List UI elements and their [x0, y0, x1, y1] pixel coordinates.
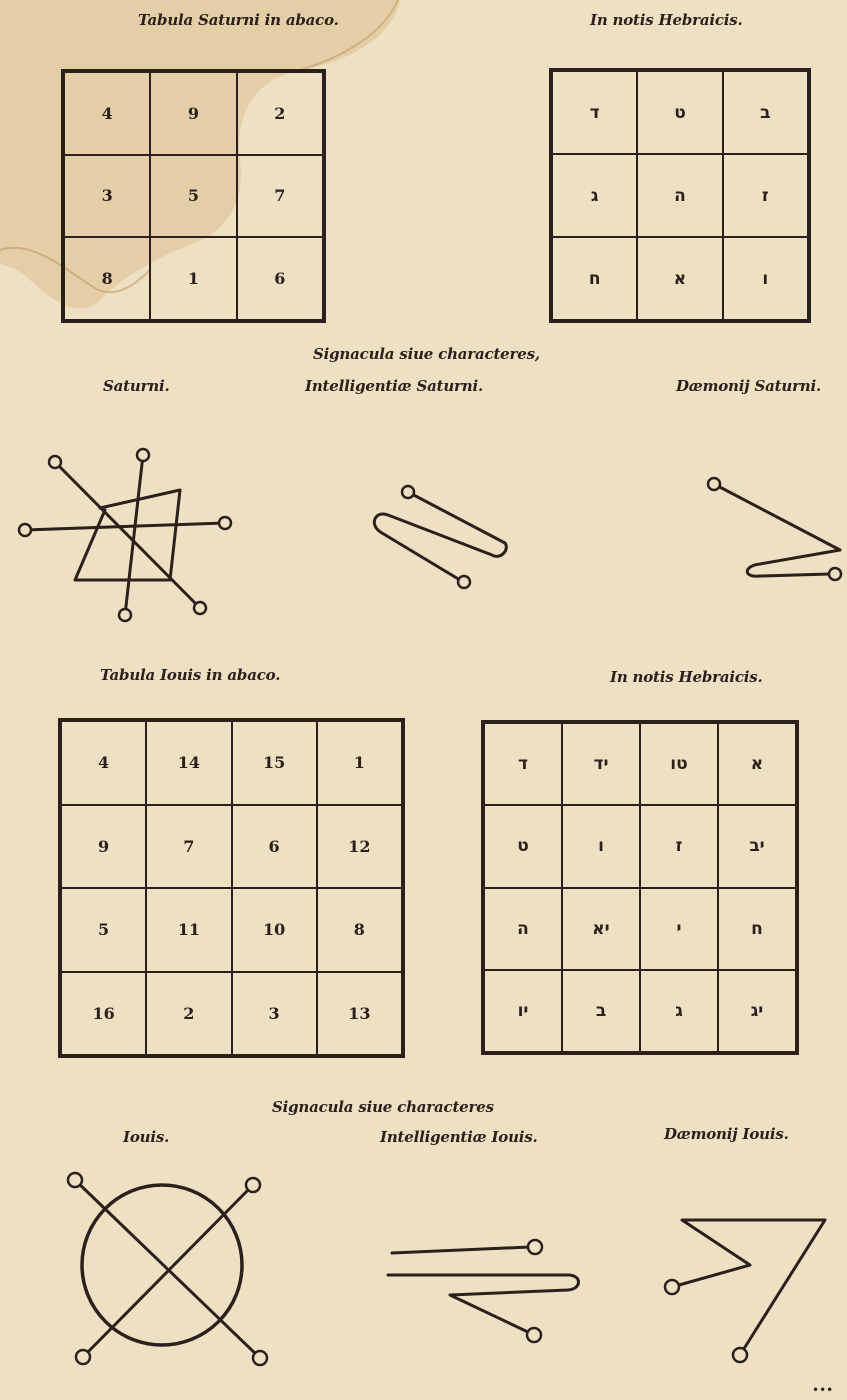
page-mark: ••• — [812, 1383, 834, 1397]
hebrew-cell: ד — [552, 71, 637, 154]
jupiter-seal-label: Iouis. — [123, 1128, 170, 1146]
square-cell: 5 — [61, 888, 146, 972]
square-cell: 2 — [146, 972, 231, 1056]
square-cell: 13 — [317, 972, 402, 1056]
hebrew-cell: יב — [718, 805, 796, 887]
hebrew-cell: ו — [562, 805, 640, 887]
hebrew-cell: יו — [484, 970, 562, 1052]
hebrew-cell: ח — [552, 237, 637, 320]
jupiter-hebrew-title: In notis Hebraicis. — [610, 668, 763, 686]
jupiter-daemon-label: Dæmonij Iouis. — [664, 1125, 789, 1143]
hebrew-cell: ט — [484, 805, 562, 887]
daemon-of-saturn-sigil-icon — [700, 470, 847, 590]
square-cell: 4 — [61, 721, 146, 805]
square-cell: 9 — [61, 805, 146, 889]
jupiter-magic-square — [58, 718, 405, 1058]
square-cell: 1 — [150, 237, 236, 320]
hebrew-cell: ט — [637, 71, 722, 154]
square-cell: 8 — [64, 237, 150, 320]
intelligence-of-jupiter-sigil-icon — [380, 1235, 595, 1350]
square-cell: 2 — [237, 72, 323, 155]
square-cell: 4 — [64, 72, 150, 155]
intelligence-of-saturn-sigil-icon — [360, 475, 520, 595]
hebrew-cell: ה — [637, 154, 722, 237]
saturn-table-title: Tabula Saturni in abaco. — [138, 11, 339, 29]
square-cell: 12 — [317, 805, 402, 889]
square-cell: 7 — [237, 155, 323, 238]
daemon-of-jupiter-sigil-icon — [660, 1210, 840, 1370]
hebrew-cell: יג — [718, 970, 796, 1052]
square-cell: 3 — [232, 972, 317, 1056]
hebrew-cell: ג — [640, 970, 718, 1052]
hebrew-cell: ז — [723, 154, 808, 237]
hebrew-cell: טו — [640, 723, 718, 805]
hebrew-cell: ג — [552, 154, 637, 237]
square-cell: 5 — [150, 155, 236, 238]
square-cell: 10 — [232, 888, 317, 972]
hebrew-cell: יא — [562, 888, 640, 970]
square-cell: 3 — [64, 155, 150, 238]
jupiter-table-title: Tabula Iouis in abaco. — [100, 666, 281, 684]
square-cell: 1 — [317, 721, 402, 805]
square-cell: 15 — [232, 721, 317, 805]
seal-of-jupiter-icon — [55, 1160, 285, 1390]
saturn-seal-label: Saturni. — [103, 377, 170, 395]
hebrew-cell: י — [640, 888, 718, 970]
square-cell: 7 — [146, 805, 231, 889]
square-cell: 9 — [150, 72, 236, 155]
hebrew-cell: ה — [484, 888, 562, 970]
hebrew-cell: א — [718, 723, 796, 805]
saturn-daemon-label: Dæmonij Saturni. — [676, 377, 822, 395]
jupiter-intelligence-label: Intelligentiæ Iouis. — [380, 1128, 538, 1146]
square-cell: 6 — [232, 805, 317, 889]
square-cell: 11 — [146, 888, 231, 972]
jupiter-hebrew-square — [481, 720, 799, 1055]
square-cell: 14 — [146, 721, 231, 805]
hebrew-cell: ב — [723, 71, 808, 154]
hebrew-cell: ח — [718, 888, 796, 970]
saturn-magic-square — [61, 69, 326, 323]
jupiter-signacula-heading: Signacula siue characteres — [272, 1098, 494, 1116]
hebrew-cell: ו — [723, 237, 808, 320]
seal-of-saturn-icon — [0, 430, 260, 630]
saturn-signacula-heading: Signacula siue characteres, — [313, 345, 540, 363]
saturn-hebrew-square — [549, 68, 811, 323]
hebrew-cell: ז — [640, 805, 718, 887]
saturn-intelligence-label: Intelligentiæ Saturni. — [305, 377, 483, 395]
saturn-hebrew-title: In notis Hebraicis. — [590, 11, 743, 29]
square-cell: 8 — [317, 888, 402, 972]
hebrew-cell: א — [637, 237, 722, 320]
hebrew-cell: ד — [484, 723, 562, 805]
hebrew-cell: ב — [562, 970, 640, 1052]
square-cell: 6 — [237, 237, 323, 320]
hebrew-cell: יד — [562, 723, 640, 805]
square-cell: 16 — [61, 972, 146, 1056]
